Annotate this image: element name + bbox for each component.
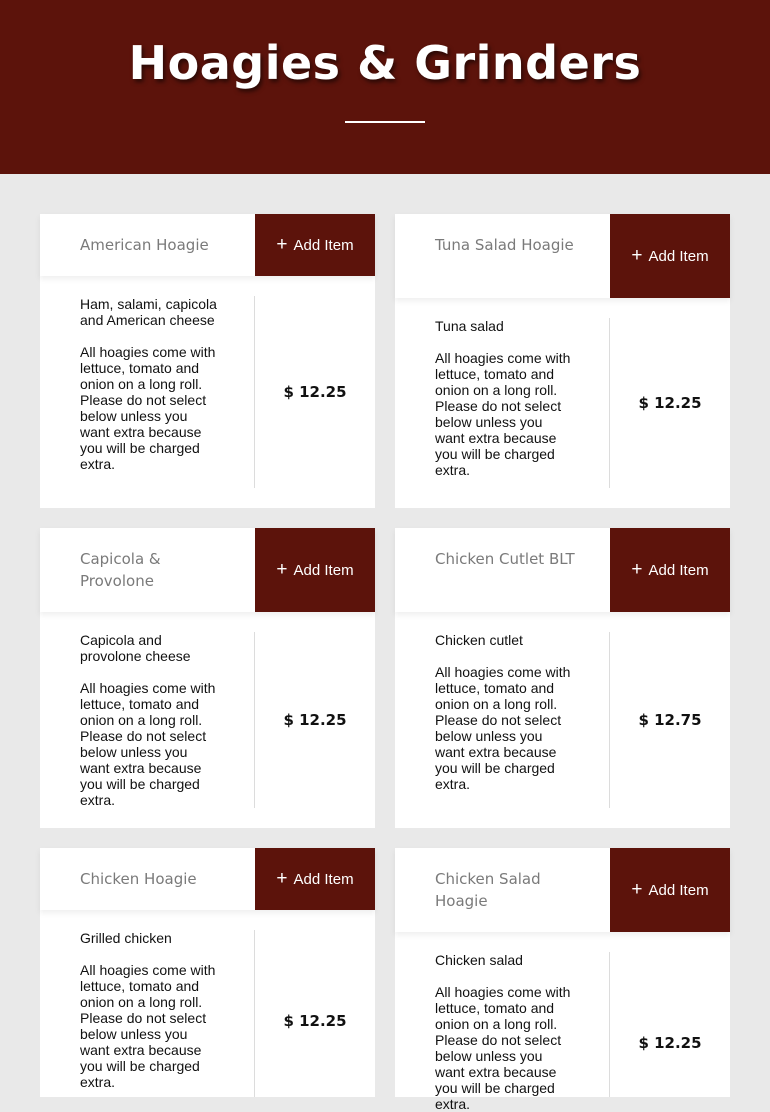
plus-icon: + — [631, 558, 643, 580]
add-item-button[interactable] — [610, 848, 730, 932]
menu-item-note: All hoagies come with lettuce, tomato and onion on a long roll. Please do not select below unless you want extra because you will be charged extra. — [80, 680, 216, 808]
menu-item-body — [40, 612, 375, 828]
menu-item-body — [395, 612, 730, 828]
menu-item-name: Tuna Salad Hoagie — [435, 236, 574, 254]
title-divider — [345, 121, 425, 123]
menu-item-body — [395, 298, 730, 508]
menu-item-body — [395, 932, 730, 1112]
menu-item-name: Capicola & Provolone — [80, 550, 161, 590]
add-item-button[interactable] — [255, 848, 375, 910]
page-title: Hoagies & Grinders — [128, 36, 642, 90]
menu-item-card — [40, 848, 375, 1097]
plus-icon: + — [276, 867, 288, 889]
menu-item-card — [395, 214, 730, 508]
menu-item-note: All hoagies come with lettuce, tomato and onion on a long roll. Please do not select below unless you want extra because you will be charged extra. — [435, 984, 571, 1112]
add-item-label: Add Item — [293, 870, 354, 888]
add-item-label: Add Item — [648, 881, 709, 899]
menu-item-header — [40, 848, 375, 910]
menu-item-ingredients: Chicken salad — [435, 952, 523, 968]
add-item-button[interactable] — [610, 214, 730, 298]
menu-item-price: $ 12.25 — [283, 383, 347, 401]
menu-item-price: $ 12.25 — [283, 711, 347, 729]
add-item-button[interactable] — [255, 528, 375, 612]
menu-item-name: Chicken Hoagie — [80, 870, 197, 888]
menu-item-price: $ 12.75 — [638, 711, 702, 729]
page-header — [0, 0, 770, 174]
menu-item-ingredients: Grilled chicken — [80, 930, 172, 946]
menu-item-header — [395, 528, 730, 612]
menu-item-header — [40, 528, 375, 612]
menu-item-name: Chicken Salad Hoagie — [435, 870, 541, 910]
menu-item-description — [80, 632, 220, 808]
add-item-label: Add Item — [293, 236, 354, 254]
menu-item-description — [80, 930, 220, 1090]
menu-item-price: $ 12.25 — [283, 1012, 347, 1030]
menu-item-name: American Hoagie — [80, 236, 209, 254]
menu-item-note: All hoagies come with lettuce, tomato and onion on a long roll. Please do not select below unless you want extra because you will be charged extra. — [80, 962, 216, 1090]
menu-item-card — [40, 528, 375, 828]
menu-item-header — [40, 214, 375, 276]
menu-item-header — [395, 214, 730, 298]
plus-icon: + — [276, 233, 288, 255]
menu-item-note: All hoagies come with lettuce, tomato and onion on a long roll. Please do not select below unless you want extra because you will be charged extra. — [435, 350, 571, 478]
add-item-label: Add Item — [648, 247, 709, 265]
menu-item-card — [395, 848, 730, 1112]
menu-item-name: Chicken Cutlet BLT — [435, 550, 575, 568]
add-item-label: Add Item — [293, 561, 354, 579]
menu-item-card — [40, 214, 375, 508]
add-item-button[interactable] — [610, 528, 730, 612]
plus-icon: + — [631, 244, 643, 266]
add-item-button[interactable] — [255, 214, 375, 276]
menu-item-note: All hoagies come with lettuce, tomato and onion on a long roll. Please do not select below unless you want extra because you will be charged extra. — [435, 664, 571, 792]
menu-item-price: $ 12.25 — [638, 1034, 702, 1052]
menu-item-description — [435, 952, 575, 1112]
menu-item-ingredients: Capicola and provolone cheese — [80, 632, 191, 664]
menu-item-description — [80, 296, 220, 472]
menu-item-description — [435, 318, 575, 478]
menu-item-note: All hoagies come with lettuce, tomato and onion on a long roll. Please do not select below unless you want extra because you will be charged extra. — [80, 344, 216, 472]
menu-item-price: $ 12.25 — [638, 394, 702, 412]
menu-item-body — [40, 910, 375, 1097]
menu-item-ingredients: Tuna salad — [435, 318, 504, 334]
plus-icon: + — [276, 558, 288, 580]
add-item-label: Add Item — [648, 561, 709, 579]
menu-item-card — [395, 528, 730, 828]
plus-icon: + — [631, 878, 643, 900]
menu-item-header — [395, 848, 730, 932]
menu-item-ingredients: Chicken cutlet — [435, 632, 523, 648]
menu-item-body — [40, 276, 375, 508]
menu-item-ingredients: Ham, salami, capicola and American cheese — [80, 296, 217, 328]
menu-item-description — [435, 632, 575, 792]
column-divider — [609, 952, 610, 1097]
